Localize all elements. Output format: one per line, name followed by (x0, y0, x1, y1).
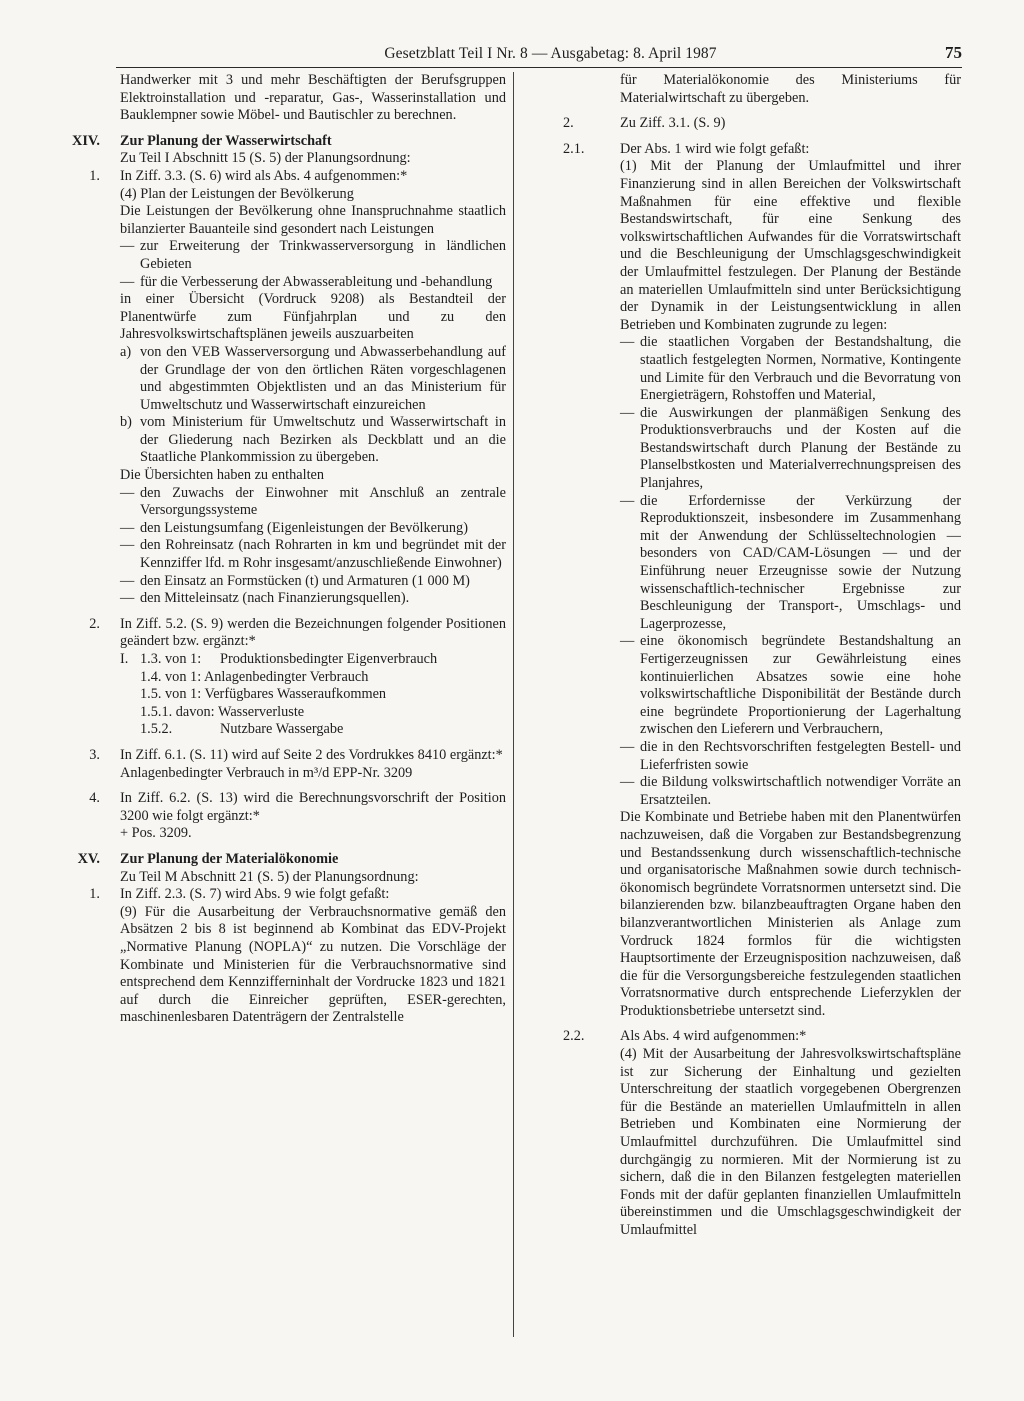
dash-item: — die Bildung volkswirtschaftlich notwendiger Vorräte an Ersatzteilen. (620, 774, 961, 808)
position-row: 1.5. von 1: Verfügbares Wasseraufkommen (140, 686, 387, 703)
right-column (563, 72, 961, 1337)
item-number: 2. (563, 115, 574, 132)
column-divider (513, 72, 514, 1337)
item-number: 1. (89, 886, 100, 903)
dash-item: — den Mitteleinsatz (nach Finanzierungsquellen). (120, 590, 410, 607)
dash-item: — für die Verbesserung der Abwasserableitung und -behandlung (120, 273, 493, 290)
page-number: 75 (945, 43, 962, 62)
left-column (38, 72, 506, 1337)
item-text: In Ziff. 6.2. (S. 13) wird die Berechnungsvorschrift der Position 3200 wie folgt ergänzt:* (120, 790, 506, 824)
dash-item: — zur Erweiterung der Trinkwasserversorgung in ländlichen Gebieten (120, 238, 506, 272)
item-text: In Ziff. 6.1. (S. 11) wird auf Seite 2 des Vordrukkes 8410 ergänzt:* (120, 746, 503, 763)
sub-item: a) von den VEB Wasserversorgung und Abwasserbehandlung auf der Grundlage der von den örtlichen Räten vorgeschlagenen und abgestimmten Objektlisten und an das Ministerium für Umweltschutz und Wasserwirtschaft einzureichen (120, 343, 506, 413)
item-text: In Ziff. 3.3. (S. 6) wird als Abs. 4 aufgenommen:* (120, 167, 408, 184)
intro-paragraph: Handwerker mit 3 und mehr Beschäftigten der Berufsgruppen Elektroinstallation und -reparatur, Gas-, Wasserinstallation und Bauklempner sowie Möbel- und Bautischler zu berechnen. (120, 72, 506, 124)
dash-item: — den Leistungsumfang (Eigenleistungen der Bevölkerung) (120, 519, 468, 536)
paragraph: + Pos. 3209. (120, 825, 192, 842)
paragraph: in einer Übersicht (Vordruck 9208) als Bestandteil der Planentwürfe zum Fünfjahrplan und zu den Jahresvolkswirtschaftsplänen jeweils auszuarbeiten (120, 291, 506, 343)
dash-item: — den Rohreinsatz (nach Rohrarten in km und begründet mit der Kennziffer lfd. m Rohr insgesamt/anzuschließende Einwohner) (120, 537, 506, 572)
item-number: 4. (89, 790, 100, 807)
dash-item: — den Einsatz an Formstücken (t) und Armaturen (1 000 M) (120, 572, 470, 589)
item-number: 2. (89, 615, 100, 632)
paragraph: Die Kombinate und Betriebe haben mit den Planentwürfen nachzuweisen, daß die Vorgaben zur Bestandsbegrenzung und Bestandssenkung durch wissenschaftlich-technische und organisatorische Maßnahmen sowie durch technisch-ökonomisch begründete Vorratsnormen untersetzt sind. Die bilanzierenden bzw. bilanzbeauftragten Organe haben den bilanzverantwortlichen Ministerien als Anlage zum Vordruck 1824 formlos für die wichtigsten Hauptsortimente der Erzeugnisposition nachzuweisen, daß die für die Versorgungsbereiche festzulegenden staatlichen Vorratsnormative durch entsprechende Lieferzyklen der Produktionsbetriebe untersetzt sind. (620, 809, 961, 1019)
sub-item: b) vom Ministerium für Umweltschutz und Wasserwirtschaft in der Gliederung nach Bezirken als Deckblatt und an die Staatliche Plankommission zu übergeben. (120, 414, 506, 466)
item-text: In Ziff. 2.3. (S. 7) wird Abs. 9 wie folgt gefaßt: (120, 886, 390, 903)
section-title: Zur Planung der Wasserwirtschaft (120, 132, 332, 149)
section-subtitle: Zu Teil M Abschnitt 21 (S. 5) der Planungsordnung: (120, 868, 419, 885)
item-text: Zu Ziff. 3.1. (S. 9) (620, 115, 726, 132)
item-text: Als Abs. 4 wird aufgenommen:* (620, 1028, 807, 1045)
gazette-header-title: Gesetzblatt Teil I Nr. 8 — Ausgabetag: 8. April 1987 (384, 45, 717, 62)
item-number: 2.1. (563, 140, 585, 157)
paragraph: (9) Für die Ausarbeitung der Verbrauchsnormative gemäß den Absätzen 2 bis 8 ist beginnend ab Kombinat das EDV-Projekt „Normative Planung (NOPLA)“ zu nutzen. Die Vorschläge der Kombinate und Ministerien für die Verbrauchsnormative sind entsprechend dem Kennzifferninhalt der Vordrucke 1823 und 1821 auf durch die Einreicher geprüften, ESER-gerechten, maschinenlesbaren Datenträgern der Zentralstelle (120, 903, 506, 1026)
item-text: Der Abs. 1 wird wie folgt gefaßt: (620, 140, 810, 157)
paragraph: Die Leistungen der Bevölkerung ohne Inanspruchnahme staatlich bilanzierter Bauanteile sind gesondert nach Leistungen (120, 203, 506, 237)
position-row: 1.5.2. Nutzbare Wassergabe (140, 721, 344, 738)
paragraph: für Materialökonomie des Ministeriums für Materialwirtschaft zu übergeben. (620, 72, 961, 106)
paragraph: Anlagenbedingter Verbrauch in m³/d EPP-Nr. 3209 (120, 764, 413, 781)
paragraph: (4) Mit der Ausarbeitung der Jahresvolkswirtschaftspläne ist zur Sicherung der Einhaltung und gezielten Unterschreitung der staatlich vorgegebenen Obergrenzen für die Bestände an materiellen Umlaufmitteln in allen Betrieben und Kombinaten eine Normierung der Umlaufmittel durchzuführen. Die Umlaufmittel sind durchgängig zu normieren. Mit der Normierung ist zu sichern, daß die in den Bilanzen festgelegten materiellen Fonds mit der dafür geplanten finanziellen Umlaufmitteln übereinstimmen und die Umschlagsgeschwindigkeit der Umlaufmittel (620, 1046, 961, 1238)
dash-item: — die in den Rechtsvorschriften festgelegten Bestell- und Lieferfristen sowie (620, 738, 961, 773)
section-subtitle: Zu Teil I Abschnitt 15 (S. 5) der Planungsordnung: (120, 150, 411, 167)
section-number: XIV. (72, 132, 100, 149)
page-header (116, 44, 962, 68)
position-row: 1.5.1. davon: Wasserverluste (140, 703, 305, 720)
position-row: I. 1.3. von 1: Produktionsbedingter Eigenverbrauch (120, 651, 438, 667)
paragraph: (1) Mit der Planung der Umlaufmittel und ihrer Finanzierung sind in allen Bereichen der Volkswirtschaft Maßnahmen für eine effektive und flexible Bestandswirtschaft, für eine Senkung des volkswirtschaftlichen Aufwandes für die Vorratswirtschaft und die Beschleunigung der Umschlagsgeschwindigkeit der Umlaufmittel festzulegen. Der Planung der Bestände an materiellen Umlaufmitteln sind unter Berücksichtigung der Dynamik in der Leistungsentwicklung in allen Betrieben und Kombinaten zugrunde zu legen: (620, 158, 961, 333)
item-number: 3. (89, 746, 100, 763)
dash-item: — den Zuwachs der Einwohner mit Anschluß an zentrale Versorgungssysteme (120, 484, 506, 519)
dash-item: — die Auswirkungen der planmäßigen Senkung des Produktionsverbrauchs und der Kosten auf die Bestandswirtschaft durch Planung der Bestände zu Planselbstkosten und Materialverrechnungspreisen des Planjahres, (620, 404, 961, 492)
item-number: 1. (89, 167, 100, 184)
paragraph: Die Übersichten haben zu enthalten (120, 467, 325, 484)
section-number: XV. (77, 850, 100, 867)
item-text: In Ziff. 5.2. (S. 9) werden die Bezeichnungen folgender Positionen geändert bzw. ergänzt:* (120, 615, 506, 650)
dash-item: — eine ökonomisch begründete Bestandshaltung an Fertigerzeugnissen zur Gewährleistung eines kontinuierlichen Absatzes sowie eine hohe volkswirtschaftliche Disponibilität der Bestände durch eine begründete Proportionierung der Lagerhaltung zwischen den Lieferern und Verbrauchern, (620, 633, 961, 738)
section-title: Zur Planung der Materialökonomie (120, 850, 339, 867)
dash-item: — die Erfordernisse der Verkürzung der Reproduktionszeit, insbesondere im Zusammenhang mit der Anwendung der Schlüsseltechnologien — besonders von CAD/CAM-Lösungen — und der Einführung neuer Erzeugnisse sowie der Nutzung wissenschaftlich-technischer Ergebnisse zur Beschleunigung der Transport-, Umschlags- und Lagerprozesse, (620, 492, 961, 632)
item-number: 2.2. (563, 1028, 585, 1045)
paragraph: (4) Plan der Leistungen der Bevölkerung (120, 185, 354, 202)
position-row: 1.4. von 1: Anlagenbedingter Verbrauch (140, 668, 369, 685)
dash-item: — die staatlichen Vorgaben der Bestandshaltung, die staatlich festgelegten Normen, Normative, Kontingente und Limite für den Verbrauch und die Bevorratung von Energieträgern, Rohstoffen und Material, (620, 334, 961, 404)
